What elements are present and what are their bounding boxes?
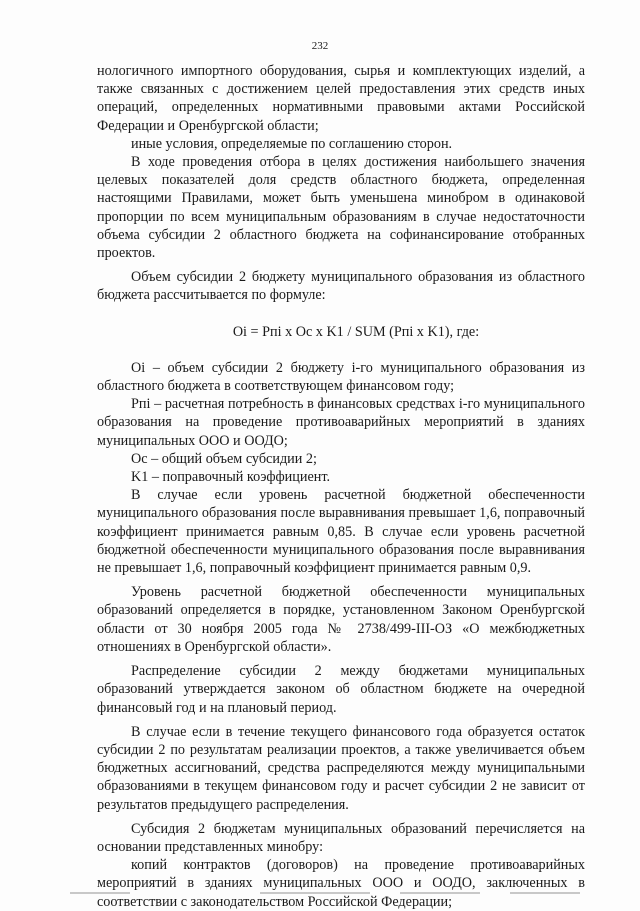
paragraph-formula-intro: Объем субсидии 2 бюджету муниципального образования из областного бюджета рассчитывается по формуле: bbox=[97, 269, 585, 304]
paragraph-import-equipment: нологичного импортного оборудования, сырья и комплектующих изделий, а также связанных с достижением целей предоставления этих средств иных операций, определенных нормативными правовыми актами Российской Федерации и Оренбургской области; bbox=[97, 63, 585, 134]
paragraph-selection: В ходе проведения отбора в целях достижения наибольшего значения целевых показателей доля средств областного бюджета, определенная настоящими Правилами, может быть уменьшена минобром в одинаковой пропорции по всем муниципальным образованиям в случае недостаточности объема субсидии 2 областного бюджета на софинансирование отобранных проектов. bbox=[97, 154, 585, 262]
scan-artifacts bbox=[70, 892, 590, 898]
document-body bbox=[97, 62, 585, 911]
definition-oc: Oc – общий объем субсидии 2; bbox=[131, 450, 317, 467]
paragraph-coefficient: В случае если уровень расчетной бюджетной обеспеченности муниципального образования после выравнивания превышает 1,6, поправочный коэффициент принимается равным 0,85. В случае если уровень расчетной бюджетной обеспеченности муниципального образования после выравнивания не превышает 1,6, поправочный коэффициент принимается равным 0,9. bbox=[97, 487, 585, 577]
paragraph-other-conditions: иные условия, определяемые по соглашению сторон. bbox=[131, 135, 453, 152]
paragraph-distribution: Распределение субсидии 2 между бюджетами муниципальных образований утверждается законом об областном бюджете на очередной финансовый год и на плановый период. bbox=[97, 663, 585, 716]
definition-rpi: Pпi – расчетная потребность в финансовых средствах i-го муниципального образования на проведение противоаварийных мероприятий в зданиях муниципальных ООО и ООДО; bbox=[97, 396, 585, 449]
formula: Oi = Pпi x Oc x K1 / SUM (Pпi x K1), где: bbox=[232, 323, 480, 340]
paragraph-contract-copies: копий контрактов (договоров) на проведение противоаварийных мероприятий в зданиях муниципальных ООО и ООДО, заключенных в соответствии с законодательством Российской Федерации; bbox=[97, 857, 585, 910]
paragraph-budget-level: Уровень расчетной бюджетной обеспеченности муниципальных образований определяется в порядке, установленном Законом Оренбургской области от 30 ноября 2005 года № 2738/499-III-ОЗ «О межбюджетных отношениях в Оренбургской области». bbox=[97, 584, 585, 655]
definition-k1: K1 – поправочный коэффициент. bbox=[131, 469, 331, 486]
paragraph-transfer-basis: Субсидия 2 бюджетам муниципальных образований перечисляется на основании представленных минобру: bbox=[97, 820, 585, 855]
paragraph-remainder: В случае если в течение текущего финансового года образуется остаток субсидии 2 по результатам реализации проектов, а также увеличивается объем бюджетных ассигнований, средства распределяются между муниципальными образованиями в текущем финансовом году и расчет субсидии 2 не зависит от результатов предыдущего распределения. bbox=[97, 723, 585, 813]
page-number: 232 bbox=[311, 40, 329, 52]
definition-oi: Oi – объем субсидии 2 бюджету i-го муниципального образования из областного бюджета в соответствующем финансовом году; bbox=[97, 359, 585, 395]
